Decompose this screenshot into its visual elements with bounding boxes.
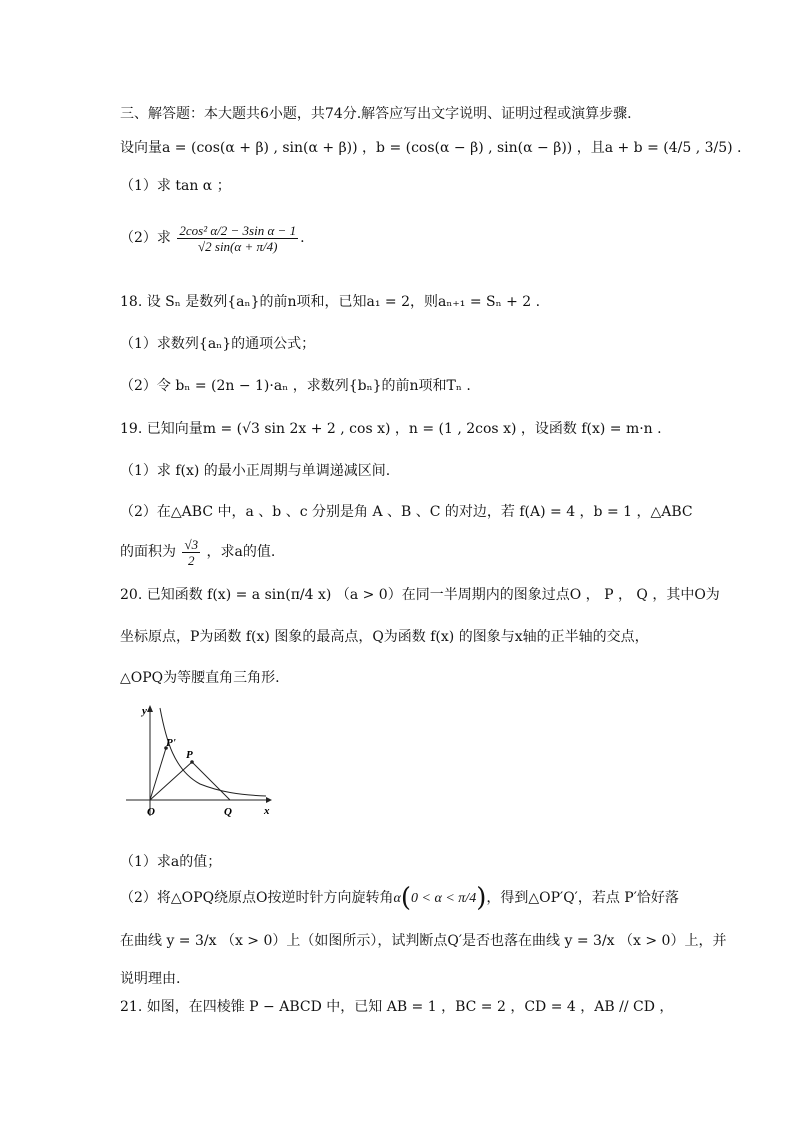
q19-stem: 19. 已知向量m = (√3 sin 2x + 2 , cos x) ，n = (1 , 2cos x) ，设函数 f(x) = m·n . xyxy=(120,421,662,437)
q17-part1: （1）求 tan α ； xyxy=(120,178,231,194)
q17-part2-prefix: （2）求 xyxy=(120,230,171,246)
q19-part2-line2 xyxy=(120,536,680,572)
q17-stem: 设向量a = (cos(α + β) , sin(α + β)) ，b = (cos(α − β) , sin(α − β)) ，且a + b = (4/5 , 3/5) . xyxy=(120,140,742,156)
q20-part1: （1）求a的值； xyxy=(120,854,222,870)
q21-stem: 21. 如图，在四棱锥 P − ABCD 中，已知 AB = 1 ，BC = 2 ，CD = 4 ，AB // CD ， xyxy=(120,999,674,1015)
label-x: x xyxy=(264,805,270,817)
q18-part2: （2）令 bₙ = (2n − 1)·aₙ ，求数列{bₙ}的前n项和Tₙ . xyxy=(120,378,471,394)
q17-fraction xyxy=(177,223,298,254)
label-q: Q xyxy=(224,806,232,818)
q19-area-fraction xyxy=(182,537,200,568)
q19-part1: （1）求 f(x) 的最小正周期与单调递减区间. xyxy=(120,463,391,479)
q17-part2: （2）求 $\frac{\text{2cos² α/2 − 3sin α − 1}}{√2 \sin(\alpha + \pi/4)}$ . xyxy=(120,222,305,254)
q19-part2-line1: （2）在△ABC 中，a 、b 、c 分别是角 A 、B 、C 的对边，若 f(A) = 4 ，b = 1 ，△ABC xyxy=(120,504,693,520)
q20-part2-line1: （2）将△OPQ绕原点O按逆时针方向旋转角α(0 < α < π/4)，得到△OP′Q′，若点 P′恰好落 xyxy=(120,883,679,913)
label-y: y xyxy=(142,705,147,717)
label-p-prime: P' xyxy=(166,737,176,749)
q20-part2-prefix: （2）将△OPQ绕原点O按逆时针方向旋转角 xyxy=(120,890,394,906)
q20-part2-suffix: ，得到△OP′Q′，若点 P′恰好落 xyxy=(486,890,679,906)
q20-part2-line2: 在曲线 y = 3/x （x > 0）上（如图所示），试判断点Q′是否也落在曲线 y = 3/x （x > 0）上，并 xyxy=(120,933,727,949)
q20-part2-line3: 说明理由. xyxy=(120,971,181,987)
q18-stem: 18. 设 Sₙ 是数列{aₙ}的前n项和，已知a₁ = 2，则aₙ₊₁ = Sₙ + 2 . xyxy=(120,294,541,310)
q20-alpha-condition: 0 < α < π/4 xyxy=(411,891,477,906)
q20-graph-figure xyxy=(120,700,280,820)
y-axis-arrow-icon xyxy=(147,705,153,712)
q20-stem-line3: △OPQ为等腰直角三角形. xyxy=(120,670,280,686)
q17-fraction-numerator: 2cos² α/2 − 3sin α − 1 xyxy=(179,222,297,238)
q17-fraction-denominator: √2 sin(α + π/4) xyxy=(198,238,278,254)
q18-part1: （1）求数列{aₙ}的通项公式； xyxy=(120,336,316,352)
section-title: 三、解答题：本大题共6小题，共74分.解答应写出文字说明、证明过程或演算步骤. xyxy=(120,106,632,122)
triangle-opq xyxy=(150,762,230,800)
q20-alpha: α xyxy=(393,891,401,906)
label-p: P xyxy=(186,749,193,761)
q19-area-denominator: 2 xyxy=(188,552,195,568)
q19-area-suffix: ，求a的值. xyxy=(206,544,276,560)
q19-area-prefix: 的面积为 xyxy=(120,544,176,560)
q20-stem-line2: 坐标原点，P为函数 f(x) 图象的最高点，Q为函数 f(x) 的图象与x轴的正半轴的交点， xyxy=(120,629,649,645)
q19-area-numerator: √3 xyxy=(184,536,199,552)
x-axis-arrow-icon xyxy=(266,797,272,803)
q20-stem-line1: 20. 已知函数 f(x) = a sin(π/4 x) （a > 0）在同一半周期内的图象过点O ， P ， Q ，其中O为 xyxy=(120,587,720,603)
label-o: O xyxy=(147,806,155,818)
